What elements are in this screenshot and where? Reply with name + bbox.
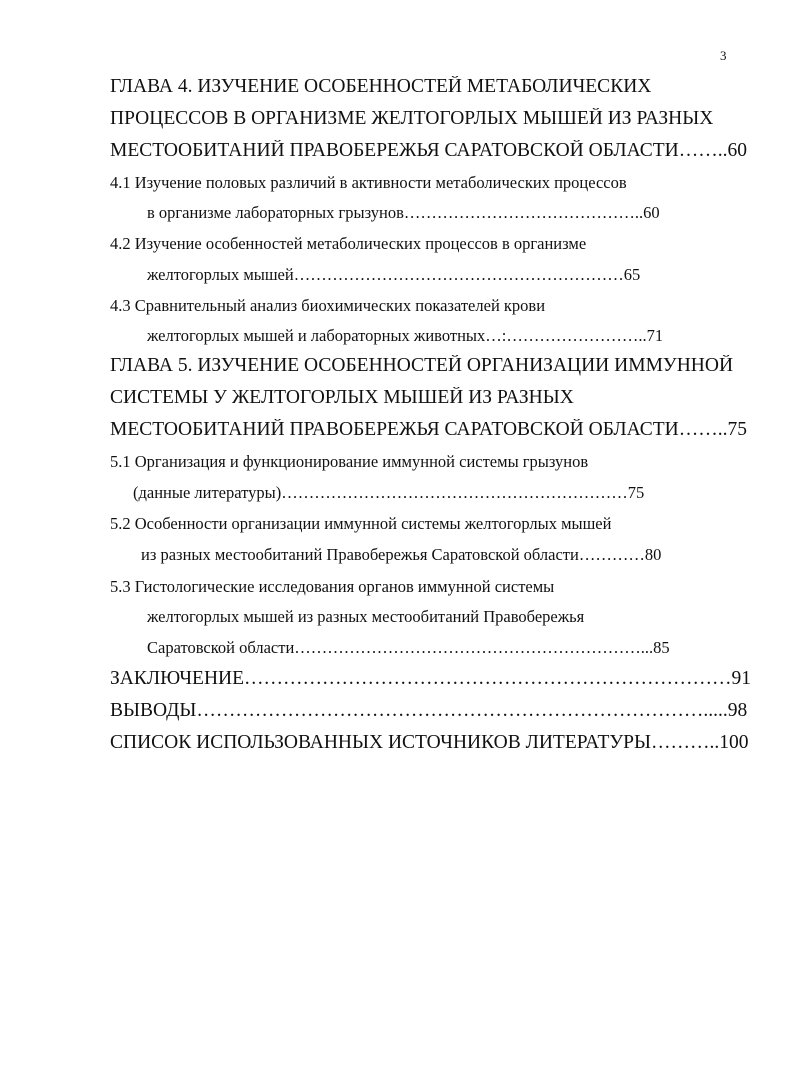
toc-section-4-2-line-1: 4.2 Изучение особенностей метаболических процессов в организме [110,234,587,253]
toc-section-5-3-line-1: 5.3 Гистологические исследования органов иммунной системы [110,577,555,596]
toc-section-4-1-line-1: 4.1 Изучение половых различий в активности метаболических процессов [110,173,627,192]
toc-chapter-5-line-2: СИСТЕМЫ У ЖЕЛТОГОРЛЫХ МЫШЕЙ ИЗ РАЗНЫХ [110,387,574,408]
toc-section-5-2-line-1: 5.2 Особенности организации иммунной системы желтогорлых мышей [110,514,612,533]
toc-section-5-1-line-2: (данные литературы)………………………………………………………75 [133,483,645,502]
toc-section-5-1-line-1: 5.1 Организация и функционирование иммунной системы грызунов [110,452,589,471]
toc-entry-conclusion[interactable]: ЗАКЛЮЧЕНИЕ…………………………………………………………………91 [110,668,752,689]
toc-chapter-5-line-3: МЕСТООБИТАНИЙ ПРАВОБЕРЕЖЬЯ САРАТОВСКОЙ ОБЛАСТИ……..75 [110,419,748,440]
toc-entry-findings[interactable]: ВЫВОДЫ…………………………………………………………………….....98 [110,700,748,721]
toc-section-4-3-line-2: желтогорлых мышей и лабораторных животных…:……………………..71 [147,326,664,345]
toc-section-4-1-line-2: в организме лабораторных грызунов……………………………………..60 [147,203,660,222]
toc-chapter-4-line-1: ГЛАВА 4. ИЗУЧЕНИЕ ОСОБЕННОСТЕЙ МЕТАБОЛИЧЕСКИХ [110,76,652,97]
toc-section-5-3-line-2: желтогорлых мышей из разных местообитаний Правобережья [147,607,585,626]
toc-section-5-3-line-3: Саратовской области………………………………………………………...85 [147,638,670,657]
page-number: 3 [720,48,727,63]
toc-section-4-2-line-2: желтогорлых мышей……………………………………………………65 [147,265,641,284]
toc-section-4-3-line-1: 4.3 Сравнительный анализ биохимических показателей крови [110,296,546,315]
toc-chapter-5-line-1: ГЛАВА 5. ИЗУЧЕНИЕ ОСОБЕННОСТЕЙ ОРГАНИЗАЦИИ ИММУННОЙ [110,355,734,376]
toc-chapter-4-line-2: ПРОЦЕССОВ В ОРГАНИЗМЕ ЖЕЛТОГОРЛЫХ МЫШЕЙ ИЗ РАЗНЫХ [110,108,714,129]
toc-section-5-2-line-2: из разных местообитаний Правобережья Саратовской области…………80 [141,545,662,564]
toc-entry-references[interactable]: СПИСОК ИСПОЛЬЗОВАННЫХ ИСТОЧНИКОВ ЛИТЕРАТУРЫ………..100 [110,732,749,753]
toc-chapter-4-line-3: МЕСТООБИТАНИЙ ПРАВОБЕРЕЖЬЯ САРАТОВСКОЙ ОБЛАСТИ……..60 [110,140,748,161]
